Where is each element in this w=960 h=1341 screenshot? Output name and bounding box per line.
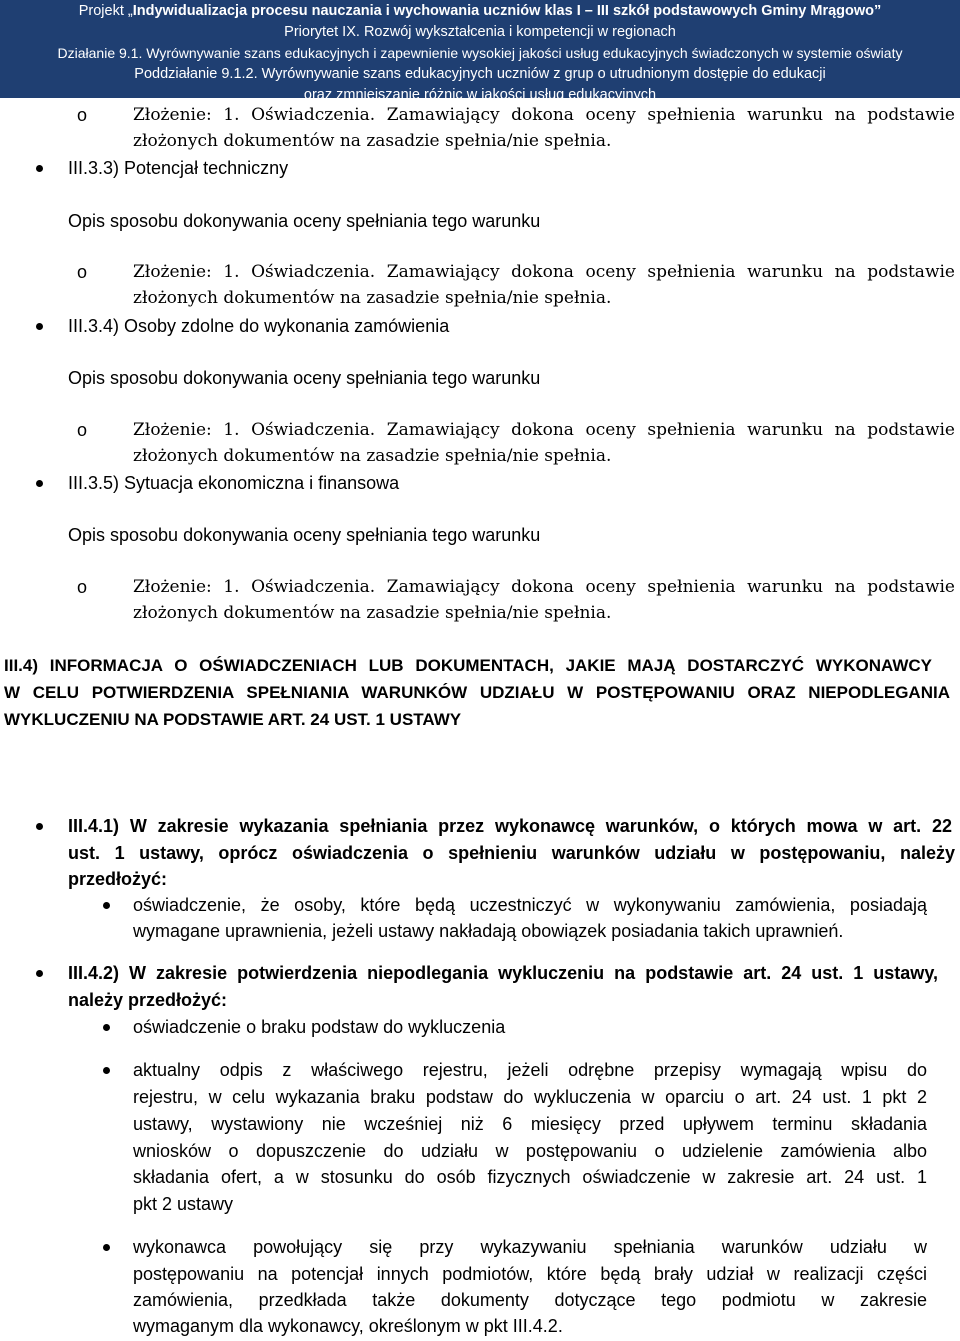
p42-sub1: oświadczenie o braku podstaw do wykluczenia (133, 1017, 506, 1037)
p42-sub3-line: postępowaniu na potencjał innych podmiotów, które będą brały udział w realizacji części (133, 1264, 927, 1284)
p42-sub3-line: wykonawca powołujący się przy wykazywaniu spełniania warunków udziału w (133, 1237, 927, 1257)
list-marker-o: o (77, 420, 88, 440)
project-header-banner (0, 0, 960, 103)
s1-line1: Złożenie: 1. Oświadczenia. Zamawiający dokona oceny spełnienia warunku na podstawie (133, 105, 955, 125)
s3-line2: złożonych dokumentów na zasadzie spełnia/nie spełnia. (133, 446, 612, 466)
header-project-title: Projekt „Indywidualizacja procesu nauczania i wychowania uczniów klas I – III szkół podstawowych Gminy Mrągowo” (78, 3, 882, 19)
p42-sub2-line: ustawy, wystawiony nie wcześniej niż 6 miesięcy przed upływem terminu składania (133, 1114, 927, 1134)
p42-sub2-line: wniosków o dopuszczenie do udziału w postępowaniu o udzielenie zamówienia albo (133, 1141, 927, 1161)
s4-title: III.3.5) Sytuacja ekonomiczna i finansowa (68, 473, 400, 493)
list-marker-o: o (77, 105, 88, 125)
header-subaction: Poddziałanie 9.1.2. Wyrównywanie szans edukacyjnych uczniów z grup o utrudnionym dostępie do edukacji (134, 66, 826, 82)
p42-sub2-line: składania ofert, a w stosunku do osób fizycznych oświadczenie w zakresie art. 24 ust. 1 (133, 1167, 927, 1187)
s4-line2: złożonych dokumentów na zasadzie spełnia/nie spełnia. (133, 603, 612, 623)
bullet-dot (36, 165, 43, 172)
s3-title: III.3.4) Osoby zdolne do wykonania zamówienia (68, 316, 450, 336)
s1-line2: złożonych dokumentów na zasadzie spełnia/nie spełnia. (133, 131, 612, 151)
s2-line2: złożonych dokumentów na zasadzie spełnia/nie spełnia. (133, 288, 612, 308)
p41-line1: III.4.1) W zakresie wykazania spełniania przez wykonawcę warunków, o których mowa w art. 22 (68, 816, 952, 836)
p42-line1: III.4.2) W zakresie potwierdzenia niepodlegania wykluczeniu na podstawie art. 24 ust. 1 ustawy, (68, 963, 938, 983)
p42-sub3-line: zamówienia, przedkłada także dokumenty dotyczące tego podmiotu w zakresie (133, 1290, 927, 1310)
header-subaction-cont: oraz zmniejszanie różnic w jakości usług edukacyjnych (303, 87, 657, 103)
bullet-dot (36, 970, 43, 977)
header-priority: Priorytet IX. Rozwój wykształcenia i kompetencji w regionach (284, 24, 676, 40)
p42-sub3-line: wymaganym dla wykonawcy, określonym w pkt III.4.2. (133, 1316, 563, 1336)
iii4-heading-line1: III.4) INFORMACJA O OŚWIADCZENIACH LUB DOKUMENTACH, JAKIE MAJĄ DOSTARCZYĆ WYKONAWCY (4, 656, 932, 675)
bullet-dot (36, 480, 43, 487)
header-action: Działanie 9.1. Wyrównywanie szans edukacyjnych i zapewnienie wysokiej jakości usług edukacyjnych świadczonych w systemie oświaty (57, 45, 903, 61)
bullet-dot (36, 323, 43, 330)
p41-sub1-line1: oświadczenie, że osoby, które będą uczestniczyć w wykonywaniu zamówienia, posiadają (133, 895, 927, 915)
iii4-heading-line2: W CELU POTWIERDZENIA SPEŁNIANIA WARUNKÓW UDZIAŁU W POSTĘPOWANIU ORAZ NIEPODLEGANIA (4, 683, 950, 702)
p42-line2: należy przedłożyć: (68, 990, 228, 1010)
p42-sub2-line: aktualny odpis z właściwego rejestru, jeżeli odrębne przepisy wymagają wpisu do (133, 1060, 927, 1080)
bullet-dot (103, 902, 110, 909)
s2-line1: Złożenie: 1. Oświadczenia. Zamawiający dokona oceny spełnienia warunku na podstawie (133, 262, 955, 282)
s2-title: III.3.3) Potencjał techniczny (68, 158, 289, 178)
p42-sub2-line: pkt 2 ustawy (133, 1194, 234, 1214)
p41-line3: przedłożyć: (68, 869, 168, 889)
p41-line2: ust. 1 ustawy, oprócz oświadczenia o spełnieniu warunków udziału w postępowaniu, należy (68, 843, 955, 863)
s2-subtitle: Opis sposobu dokonywania oceny spełniania tego warunku (68, 211, 541, 231)
s3-subtitle: Opis sposobu dokonywania oceny spełniania tego warunku (68, 368, 541, 388)
p42-sub2-line: rejestru, w celu wykazania braku podstaw do wykluczenia w oparciu o art. 24 ust. 1 pkt 2 (133, 1087, 927, 1107)
s4-line1: Złożenie: 1. Oświadczenia. Zamawiający dokona oceny spełnienia warunku na podstawie (133, 577, 955, 597)
list-marker-o: o (77, 577, 88, 597)
p41-sub1-line2: wymagane uprawnienia, jeżeli ustawy nakładają obowiązek posiadania takich uprawnień. (133, 921, 844, 941)
bullet-dot (103, 1024, 110, 1031)
bullet-dot (36, 823, 43, 830)
bullet-dot (103, 1244, 110, 1251)
s4-subtitle: Opis sposobu dokonywania oceny spełniania tego warunku (68, 525, 541, 545)
list-marker-o: o (77, 262, 88, 282)
iii4-heading-line3: WYKLUCZENIU NA PODSTAWIE ART. 24 UST. 1 USTAWY (4, 710, 462, 729)
s3-line1: Złożenie: 1. Oświadczenia. Zamawiający dokona oceny spełnienia warunku na podstawie (133, 420, 955, 440)
bullet-dot (103, 1067, 110, 1074)
